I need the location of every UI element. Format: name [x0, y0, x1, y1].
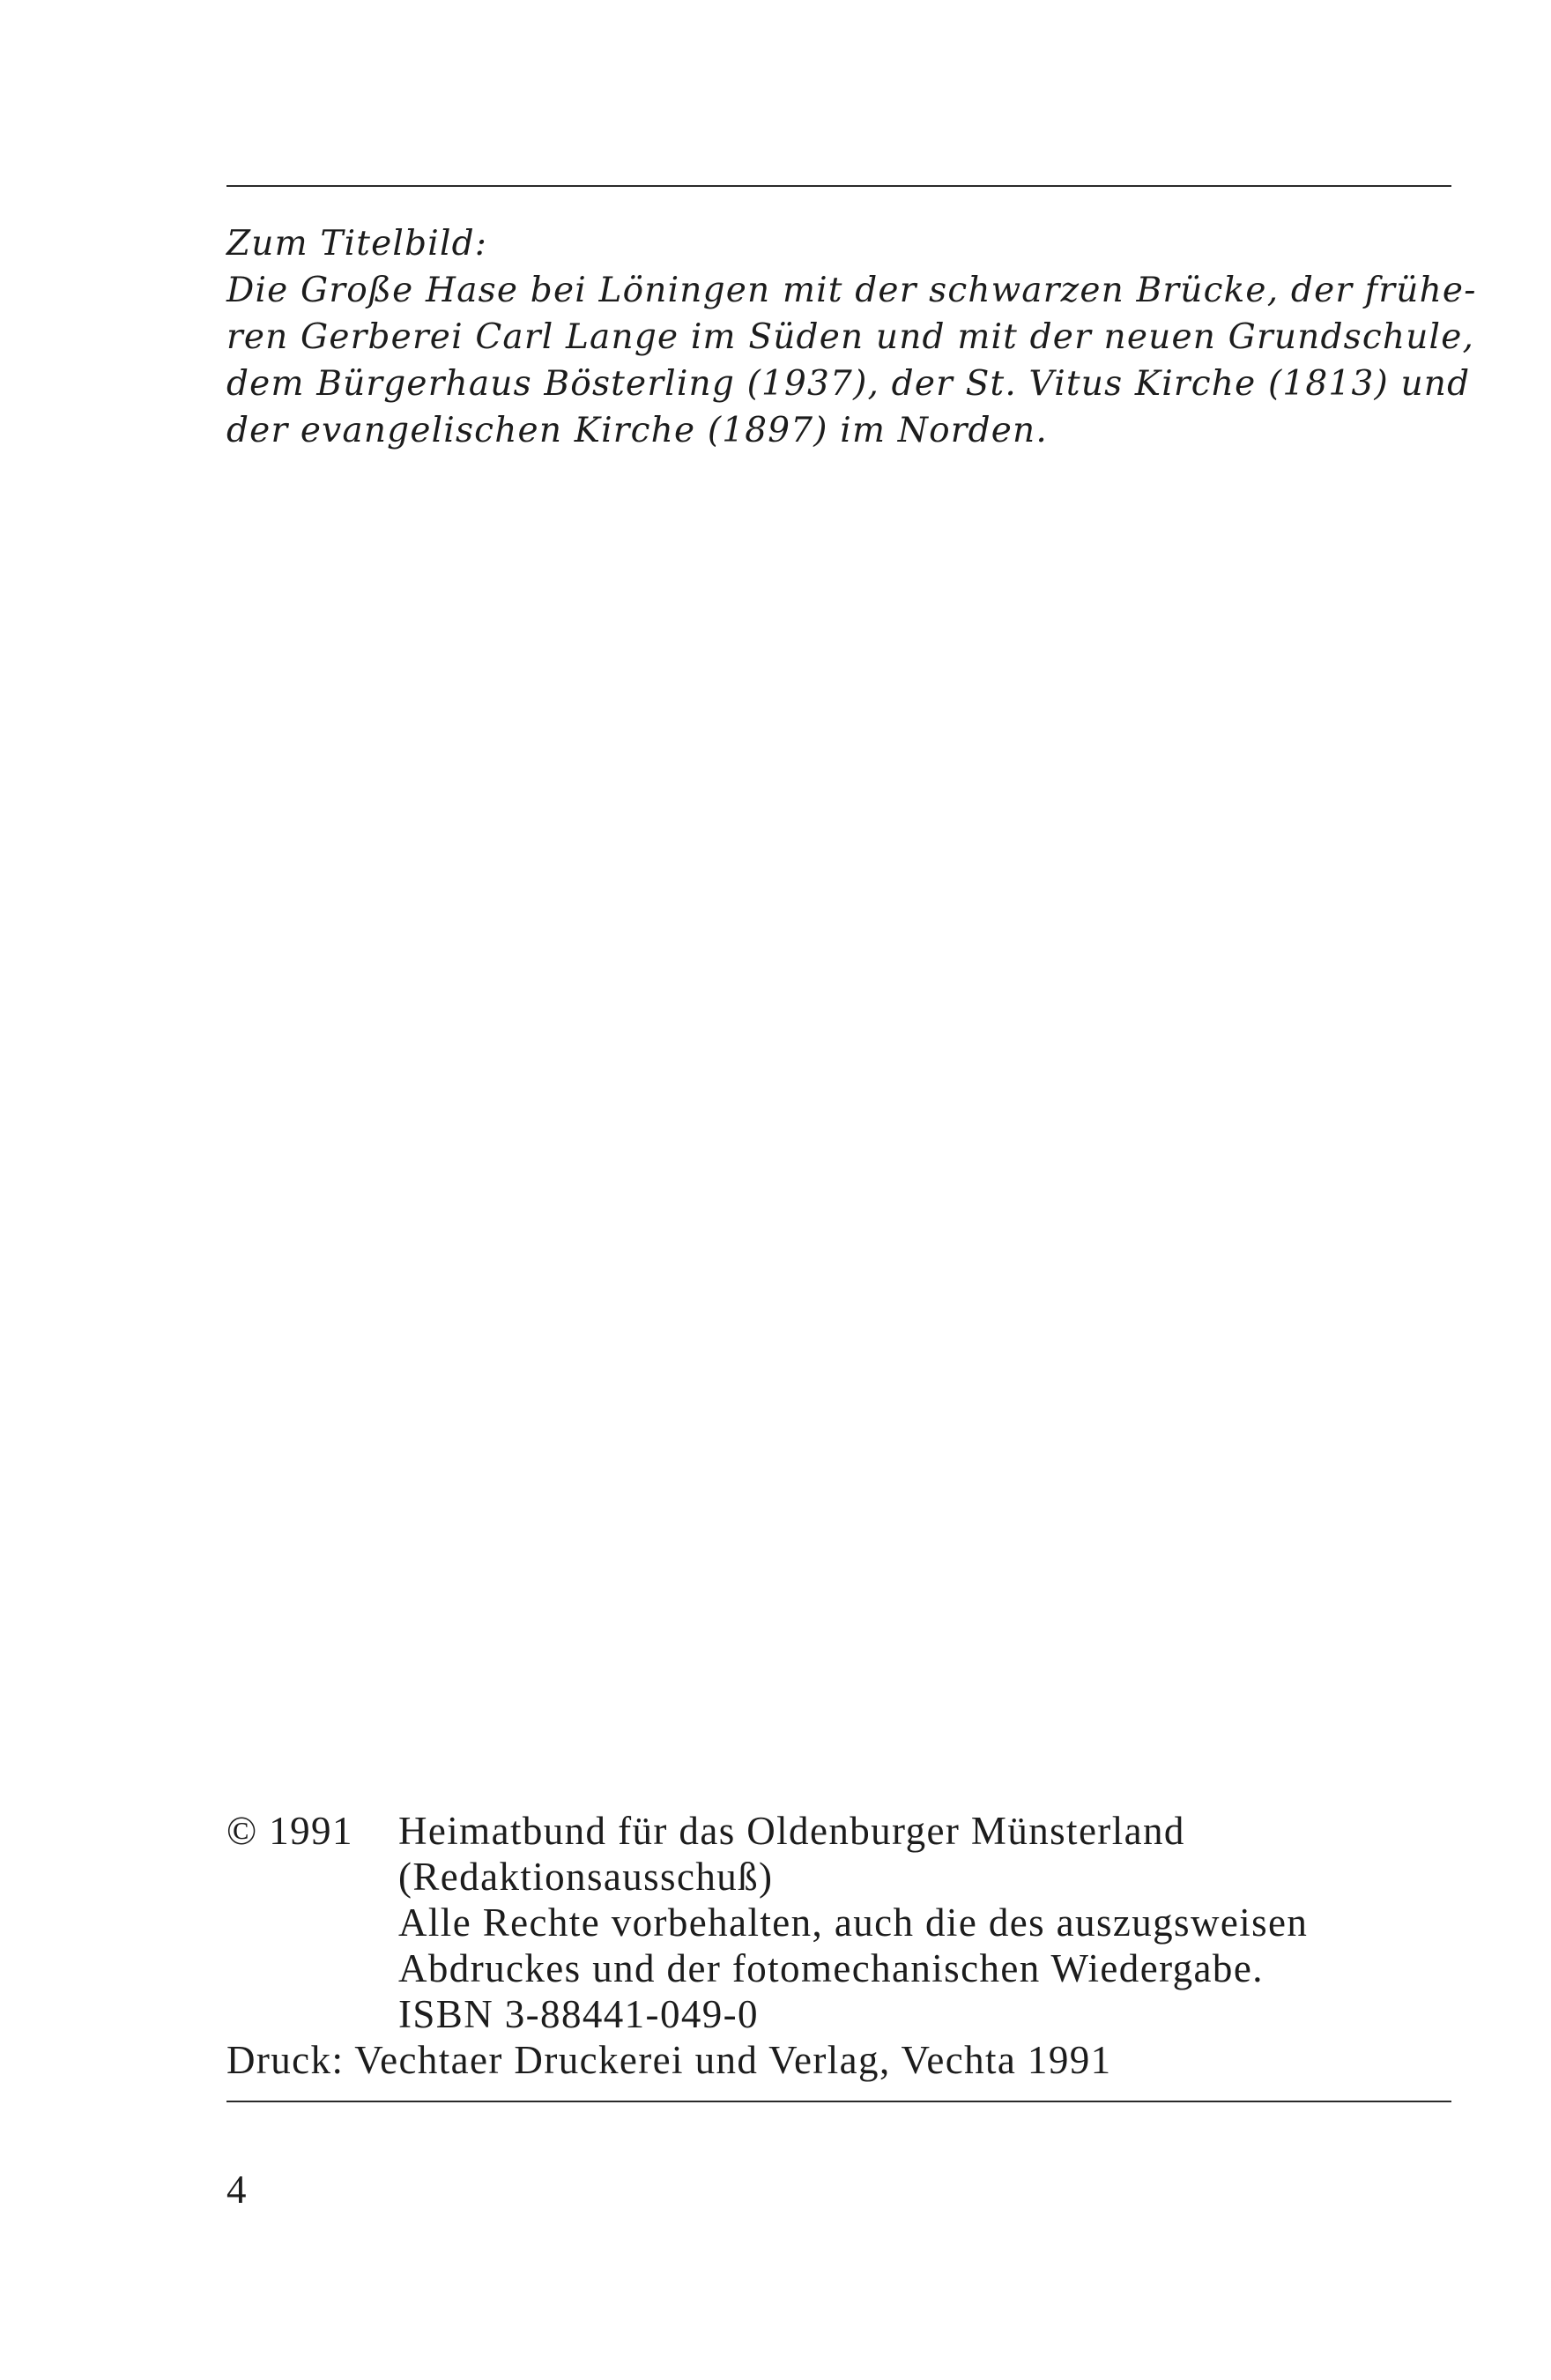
top-rule — [226, 185, 1451, 187]
imprint-block — [226, 1808, 1460, 2083]
rights-notice-line: Alle Rechte vorbehalten, auch die des auszugsweisen — [398, 1900, 1309, 1945]
committee-name: (Redaktionsausschuß) — [398, 1855, 774, 1899]
caption-heading: Zum Titelbild: — [226, 224, 488, 264]
rights-notice-line: Abdruckes und der fotomechanischen Wiedergabe. — [398, 1946, 1264, 1990]
caption-line: dem Bürgerhaus Bösterling (1937), der St. Vitus Kirche (1813) und — [226, 364, 1471, 404]
publisher-name: Heimatbund für das Oldenburger Münsterland — [398, 1809, 1185, 1853]
copyright-row — [226, 1808, 1460, 1854]
caption-line: ren Gerberei Carl Lange im Süden und mit der neuen Grundschule, — [226, 317, 1475, 357]
page-number: 4 — [226, 2168, 247, 2212]
caption-line: Die Große Hase bei Löningen mit der schwarzen Brücke, der frühe- — [226, 271, 1477, 310]
copyright-notice: © 1991 — [226, 1809, 353, 1853]
caption-line: der evangelischen Kirche (1897) im Norden. — [226, 411, 1048, 450]
cover-image-caption — [226, 220, 1477, 454]
isbn: ISBN 3-88441-049-0 — [398, 1992, 759, 2036]
bottom-rule — [226, 2101, 1451, 2102]
printer-info: Druck: Vechtaer Druckerei und Verlag, Vechta 1991 — [226, 2038, 1112, 2082]
